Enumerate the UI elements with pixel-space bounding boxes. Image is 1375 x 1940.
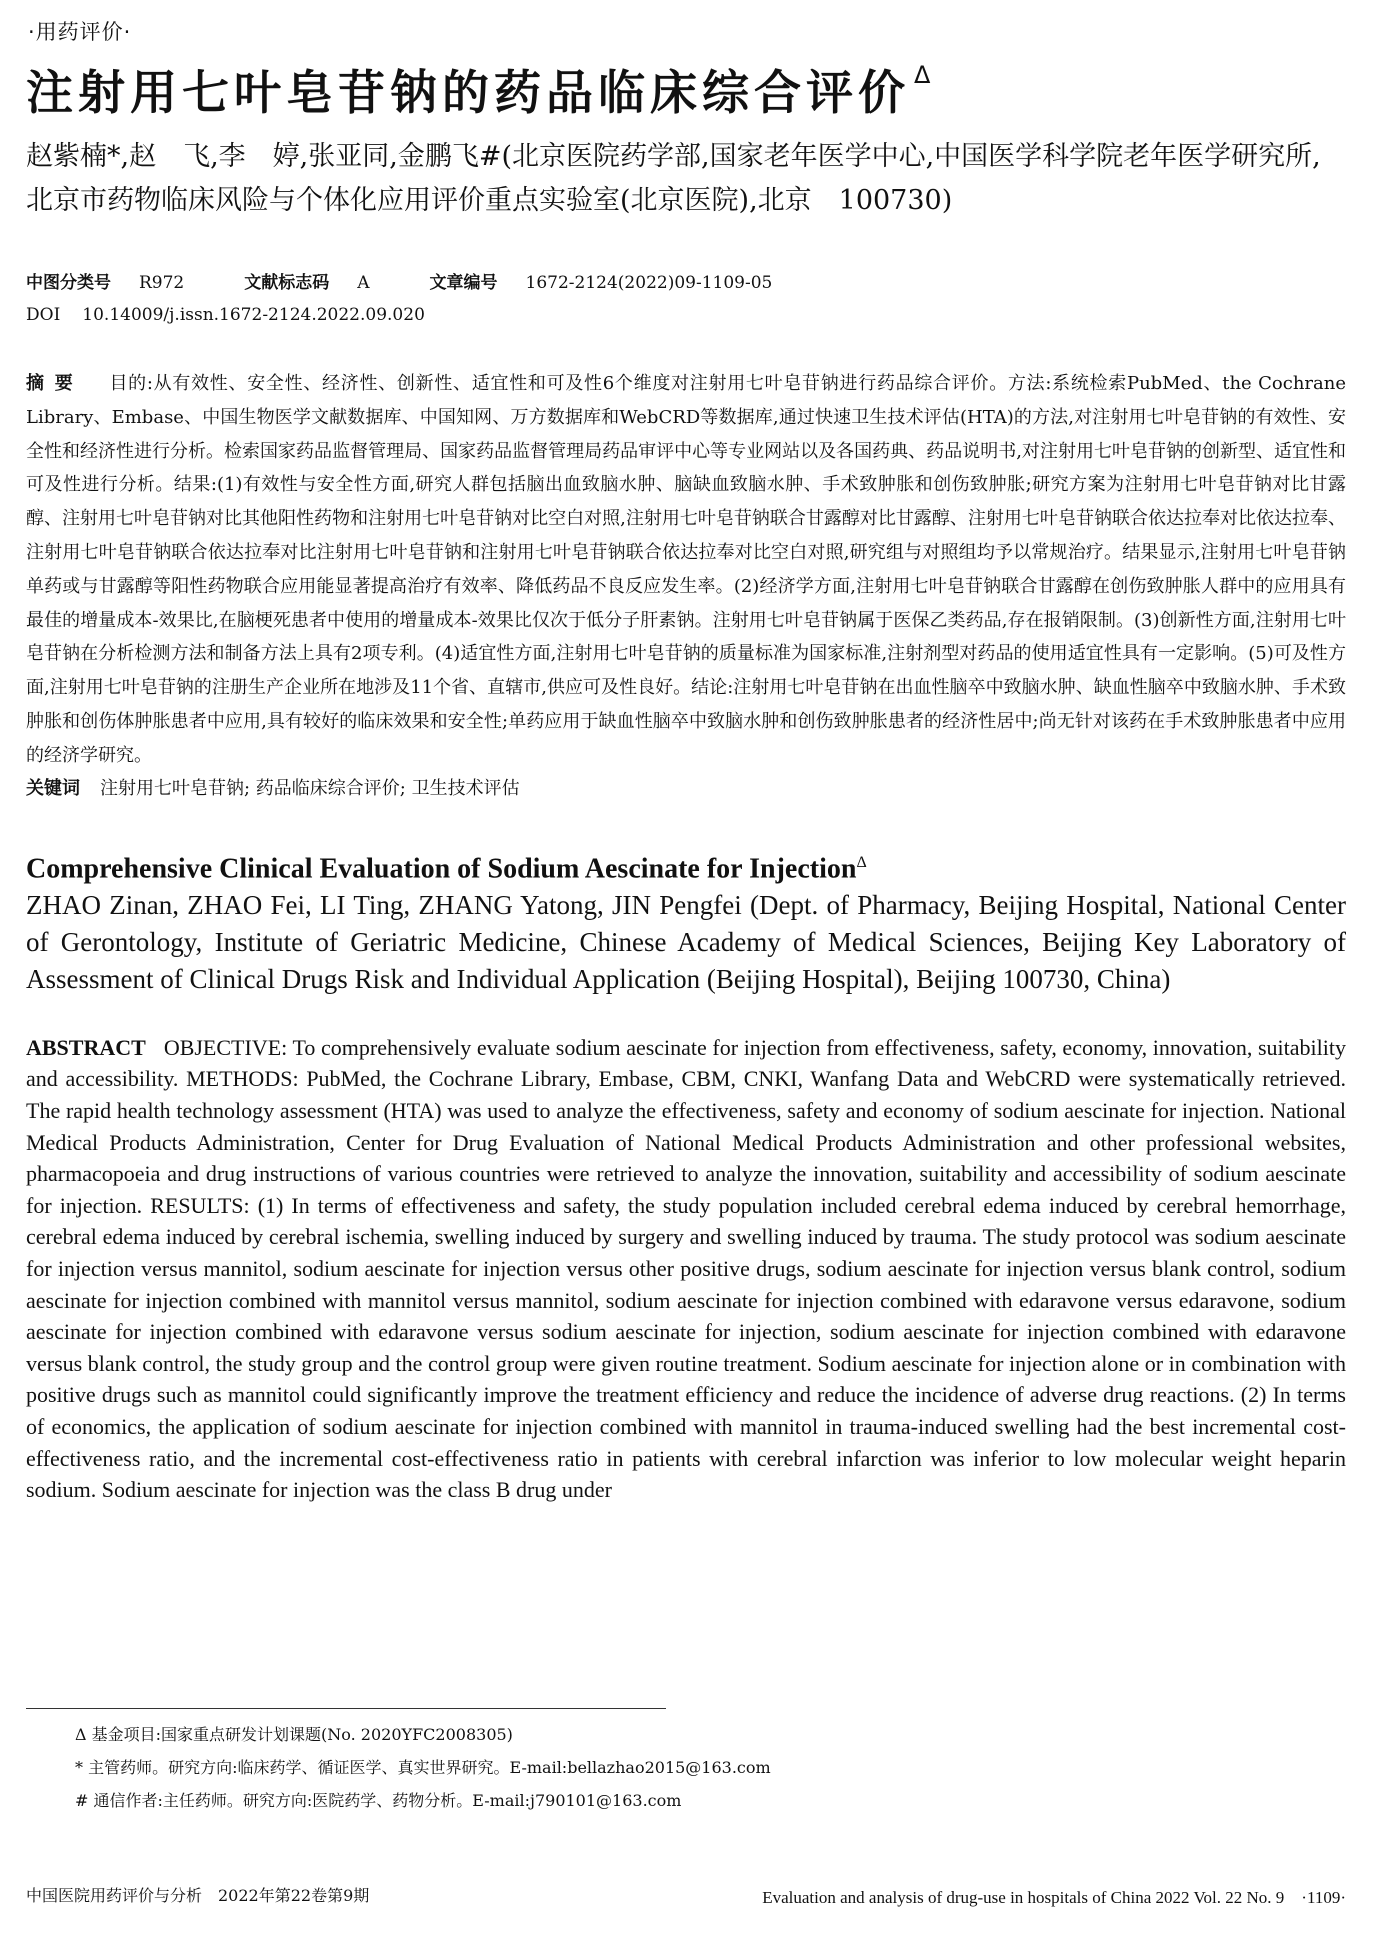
title-cn-mark: Δ — [914, 61, 936, 89]
clc-label: 中图分类号 — [26, 273, 111, 293]
clc — [26, 267, 184, 299]
footnotes — [75, 1718, 771, 1817]
footer-journal-en: Evaluation and analysis of drug-use in hospitals of China 2022 Vol. 22 No. 9 ·1109· — [762, 1888, 1346, 1907]
article-no-value: 1672-2124(2022)09-1109-05 — [525, 273, 773, 293]
footnote-first-author: * 主管药师。研究方向:临床药学、循证医学、真实世界研究。E-mail:bellazhao2015@163.com — [75, 1758, 771, 1777]
footer-journal-cn: 中国医院用药评价与分析 2022年第22卷第9期 — [26, 1886, 370, 1905]
doc-code — [244, 267, 369, 299]
meta-row-classification — [26, 267, 1346, 299]
abstract-cn — [26, 367, 1346, 773]
title-en — [26, 845, 1346, 887]
footnote-corresponding-author: # 通信作者:主任药师。研究方向:医院药学、药物分析。E-mail:j790101@163.com — [75, 1791, 682, 1810]
abstract-en-label: ABSTRACT — [26, 1034, 146, 1060]
keywords-cn-text: 注射用七叶皂苷钠; 药品临床综合评价; 卫生技术评估 — [100, 777, 520, 799]
doi-value[interactable]: 10.14009/j.issn.1672-2124.2022.09.020 — [82, 305, 425, 325]
column-tag: ·用药评价· — [28, 20, 132, 44]
footnote-divider — [26, 1708, 666, 1709]
article-no — [430, 267, 773, 299]
abstract-cn-text: 目的:从有效性、安全性、经济性、创新性、适宜性和可及性6个维度对注射用七叶皂苷钠进行药品综合评价。方法:系统检索PubMed、the Cochrane Library、Embase、中国生物医学文献数据库、中国知网、万方数据库和WebCRD等数据库,通过快速卫生技术评估(HTA)的方法,对注射用七叶皂苷钠的有效性、安全性和经济性进行分析。检索国家药品监督管理局、国家药品监督管理局药品审评中心等专业网站以及各国药典、药品说明书,对注射用七叶皂苷钠的创新型、适宜性和可及性进行分析。结果:(1)有效性与安全性方面,研究人群包括脑出血致脑水肿、脑缺血致脑水肿、手术致肿胀和创伤致肿胀;研究方案为注射用七叶皂苷钠对比甘露醇、注射用七叶皂苷钠对比其他阳性药物和注射用七叶皂苷钠对比空白对照,注射用七叶皂苷钠联合甘露醇对比甘露醇、注射用七叶皂苷钠联合依达拉奉对比依达拉奉、注射用七叶皂苷钠联合依达拉奉对比注射用七叶皂苷钠和注射用七叶皂苷钠联合依达拉奉对比空白对照,研究组与对照组均予以常规治疗。结果显示,注射用七叶皂苷钠单药或与甘露醇等阳性药物联合应用能显著提高治疗有效率、降低药品不良反应发生率。(2)经济学方面,注射用七叶皂苷钠联合甘露醇在创伤致肿胀人群中的应用具有最佳的增量成本-效果比,在脑梗死患者中使用的增量成本-效果比仅次于低分子肝素钠。注射用七叶皂苷钠属于医保乙类药品,存在报销限制。(3)创新性方面,注射用七叶皂苷钠在分析检测方法和制备方法上具有2项专利。(4)适宜性方面,注射用七叶皂苷钠的质量标准为国家标准,注射剂型对药品的使用适宜性具有一定影响。(5)可及性方面,注射用七叶皂苷钠的注册生产企业所在地涉及11个省、直辖市,供应可及性良好。结论:注射用七叶皂苷钠在出血性脑卒中致脑水肿、缺血性脑卒中致脑水肿、手术致肿胀和创伤体肿胀患者中应用,具有较好的临床效果和安全性;单药应用于缺血性脑卒中致脑水肿和创伤致肿胀患者的经济性居中;尚无针对该药在手术致肿胀患者中应用的经济学研究。 — [26, 373, 1346, 766]
authors-en: ZHAO Zinan, ZHAO Fei, LI Ting, ZHANG Yatong, JIN Pengfei (Dept. of Pharmacy, Beijing Hospital, National Center of Gerontology, Institute of Geriatric Medicine, Chinese Academy of Medical Sciences, Beijing Key Laboratory of Assessment of Clinical Drugs Risk and Individual Application (Beijing Hospital), Beijing 100730, China) — [26, 889, 1346, 994]
abstract-cn-label: 摘要 — [26, 373, 84, 394]
title-en-mark: Δ — [856, 853, 867, 871]
article-page — [26, 16, 1346, 1506]
doc-code-label: 文献标志码 — [244, 273, 330, 293]
authors-cn: 赵紫楠*,赵 飞,李 婷,张亚同,金鹏飞#(北京医院药学部,国家老年医学中心,中国医学科学院老年医学研究所,北京市药物临床风险与个体化应用评价重点实验室(北京医院),北京 100730) — [26, 141, 1321, 216]
clc-value: R972 — [139, 273, 185, 293]
title-cn-text: 注射用七叶皂苷钠的药品临床综合评价 — [26, 66, 910, 121]
doi-label: DOI — [26, 305, 61, 325]
article-no-label: 文章编号 — [429, 273, 498, 293]
footnote-funding: Δ 基金项目:国家重点研发计划课题(No. 2020YFC2008305) — [75, 1725, 513, 1744]
abstract-en-text: OBJECTIVE: To comprehensively evaluate sodium aescinate for injection from effectiveness, safety, economy, innovation, suitability and accessibility. METHODS: PubMed, the Cochrane Library, Embase, CBM, CNKI, Wanfang Data and WebCRD were systematically retrieved. The rapid health technology assessment (HTA) was used to analyze the effectiveness, safety and economy of sodium aescinate for injection. National Medical Products Administration, Center for Drug Evaluation of National Medical Products Administration and other professional websites, pharmacopoeia and drug instructions of various countries were retrieved to analyze the innovation, suitability and accessibility of sodium aescinate for injection. RESULTS: (1) In terms of effectiveness and safety, the study population included cerebral edema induced by cerebral hemorrhage, cerebral edema induced by cerebral ischemia, swelling induced by surgery and swelling induced by trauma. The study protocol was sodium aescinate for injection versus mannitol, sodium aescinate for injection versus other positive drugs, sodium aescinate for injection versus blank control, sodium aescinate for injection combined with mannitol versus mannitol, sodium aescinate for injection combined with edaravone versus edaravone, sodium aescinate for injection combined with edaravone versus sodium aescinate for injection, sodium aescinate for injection combined with edaravone versus blank control, the study group and the control group were given routine treatment. Sodium aescinate for injection alone or in combination with positive drugs such as mannitol could significantly improve the treatment efficiency and reduce the incidence of adverse drug reactions. (2) In terms of economics, the application of sodium aescinate for injection combined with mannitol in trauma-induced swelling had the best incremental cost-effectiveness ratio, and the incremental cost-effectiveness ratio in patients with cerebral infarction was inferior to low molecular weight heparin sodium. Sodium aescinate for injection was the class B drug under — [26, 1034, 1346, 1503]
doc-code-value: A — [357, 273, 370, 293]
keywords-cn-label: 关键词 — [26, 777, 80, 799]
doi — [26, 299, 425, 331]
title-en-text: Comprehensive Clinical Evaluation of Sodium Aescinate for Injection — [26, 852, 857, 884]
article-meta — [26, 267, 1346, 331]
keywords-cn — [26, 773, 1346, 805]
title-cn — [26, 56, 1346, 123]
page-footer — [26, 1883, 1346, 1908]
meta-row-doi — [26, 299, 1346, 331]
abstract-en — [26, 1032, 1346, 1506]
